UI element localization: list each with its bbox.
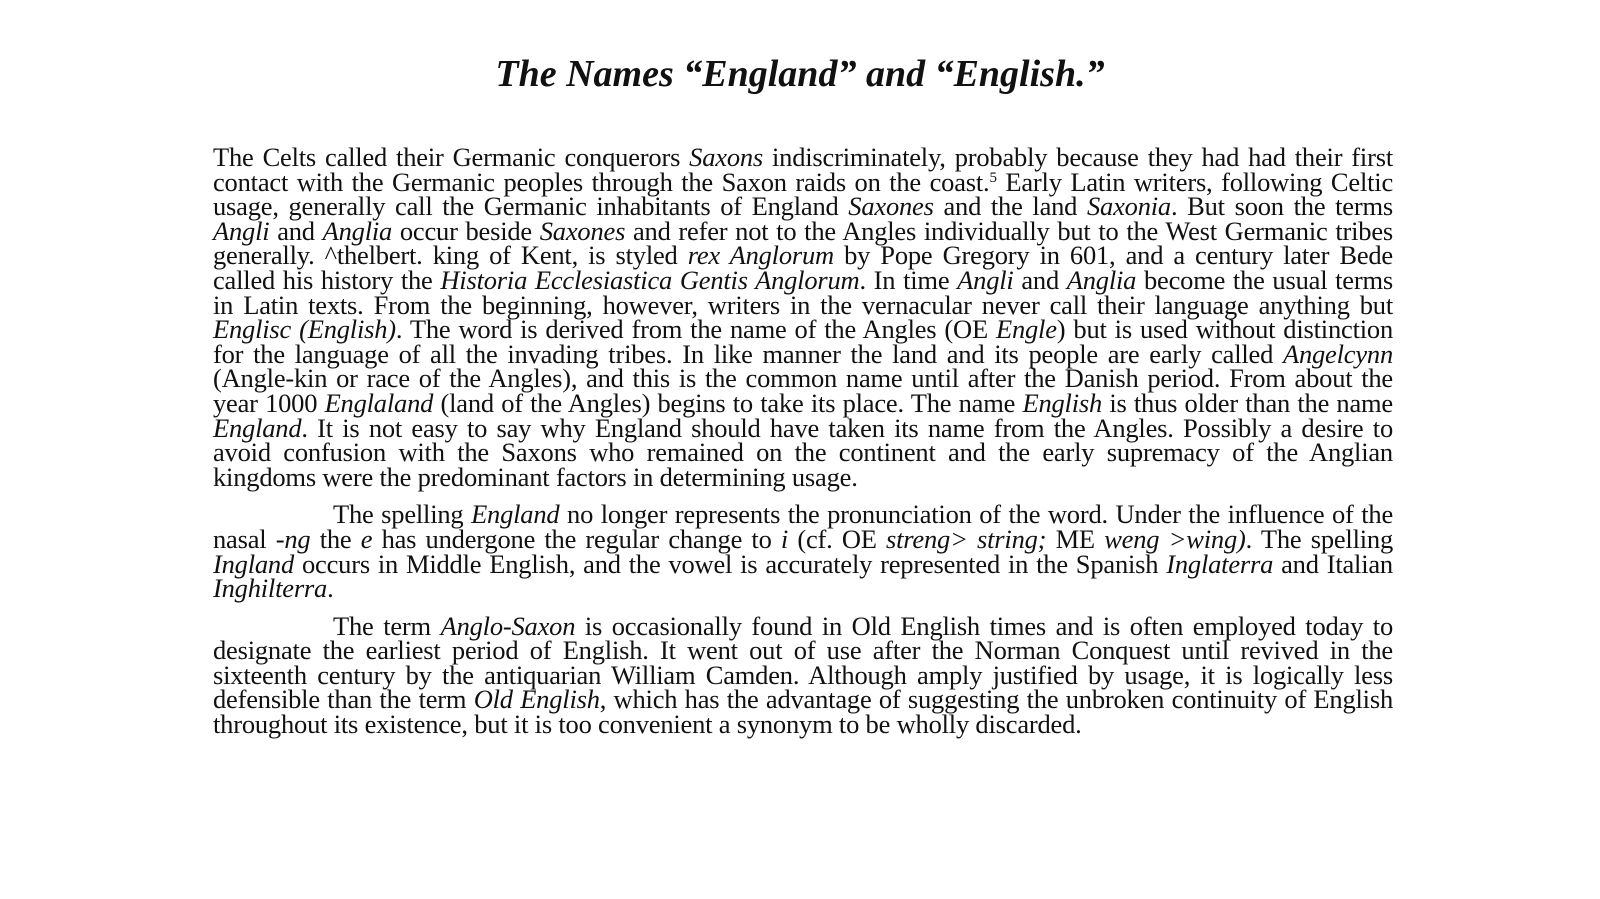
italic-term: Saxons [689, 142, 764, 172]
italic-term: weng >wing) [1104, 523, 1246, 554]
italic-term: England [471, 499, 560, 530]
text-run: The spelling [333, 499, 472, 530]
text-run: The Celts called their Germanic conquerors [213, 142, 690, 172]
text-run: . In time [859, 264, 958, 295]
text-run: (Angle-kin or race of the Angles), and this is the common name until after the Danish period. From about the year 1000 [213, 363, 1393, 418]
text-run: is occasionally found in Old English times and is often employed today to designate the earliest period of English. It went out of use after the Norman Conquest until revived in the sixteenth century by the antiquarian William Camden. Although amply justified by usage, it is logically less defensible than the term [213, 610, 1393, 715]
italic-term: streng> string; [886, 523, 1047, 554]
text-run: . [327, 573, 334, 604]
text-run: and refer not to the Angles individually but to the West Germanic tribes generally. ^thelbert. king of Kent, is styled [213, 215, 1394, 271]
italic-term: Anglia [322, 215, 393, 246]
italic-term: Angelcynn [1282, 338, 1393, 369]
italic-term: Old English [473, 684, 600, 715]
italic-term: Inglaterra [1166, 548, 1274, 579]
text-run: ME [1046, 523, 1105, 554]
italic-term: Saxones [848, 191, 934, 222]
italic-term: e [360, 523, 373, 554]
text-run: the [310, 523, 361, 554]
footnote-marker: 5 [989, 169, 997, 186]
text-run: and Italian [1273, 548, 1393, 579]
italic-term: Angli [957, 264, 1014, 295]
italic-term: rex Anglorum [687, 240, 834, 271]
text-run: indiscriminately, probably because they had had their first contact with the Germanic peoples through the Saxon raids on the coast. [213, 142, 1393, 197]
text-run: and the land [933, 191, 1087, 222]
text-run: Early Latin writers, following Celtic usage, generally call the Germanic inhabitants of England [213, 166, 1394, 222]
italic-term: Angli [213, 215, 270, 246]
text-run: (land of the Angles) begins to take its place. The name [433, 387, 1023, 418]
text-run: . The word is derived from the name of the Angles (OE [395, 314, 996, 345]
italic-term: -ng [275, 523, 311, 554]
italic-term: Engle [995, 314, 1057, 345]
text-run: has undergone the regular change to [372, 523, 781, 554]
text-run: become the usual terms in Latin texts. From the beginning, however, writers in the vernacular never call their language anything but [213, 264, 1393, 320]
text-run: . The spelling [1245, 523, 1394, 554]
italic-term: England [213, 412, 302, 443]
text-run: . It is not easy to say why England should have taken its name from the Angles. Possibly a desire to avoid confusion with the Saxons who remained on the continent and the early supremacy of the Anglian kingdoms were the predominant factors in determining usage. [213, 412, 1393, 492]
body-text [213, 142, 1394, 750]
italic-term: Anglia [1066, 264, 1137, 295]
italic-term: Historia Ecclesiastica Gentis Anglorum [440, 264, 860, 295]
text-run: ) but is used without distinction for the language of all the invading tribes. In like manner the land and its people are early called [213, 314, 1393, 369]
text-run: . But soon the terms [1170, 191, 1393, 222]
text-run: occurs in Middle English, and the vowel is accurately represented in the Spanish [294, 548, 1167, 579]
italic-term: Saxonia [1087, 191, 1171, 222]
italic-term: Englisc (English) [213, 314, 396, 345]
italic-term: Englaland [324, 387, 434, 418]
text-run: occur beside [392, 215, 540, 246]
text-run: and [269, 215, 323, 246]
paragraph [213, 142, 1394, 492]
italic-term: Inghilterra [213, 573, 328, 604]
page-title: The Names “England” and “English.” [495, 53, 1105, 95]
paragraph [213, 499, 1394, 604]
text-run: and [1013, 264, 1067, 295]
italic-term: Ingland [213, 548, 295, 579]
italic-term: i [780, 523, 789, 554]
italic-term: English [1022, 387, 1103, 418]
text-run: by Pope Gregory in 601, and a century later Bede called his history the [213, 240, 1393, 295]
text-run: The term [333, 610, 441, 641]
text-run: no longer represents the pronunciation of the word. Under the influence of the nasal [213, 499, 1394, 554]
paragraph [213, 610, 1394, 740]
italic-term: Saxones [539, 215, 626, 246]
italic-term: Anglo-Saxon [440, 610, 576, 641]
text-run: is thus older than the name [1102, 387, 1393, 418]
text-run: (cf. OE [788, 523, 887, 554]
text-run: , which has the advantage of suggesting the unbroken continuity of English throughout its existence, but it is too convenient a synonym to be wholly discarded. [213, 684, 1394, 740]
